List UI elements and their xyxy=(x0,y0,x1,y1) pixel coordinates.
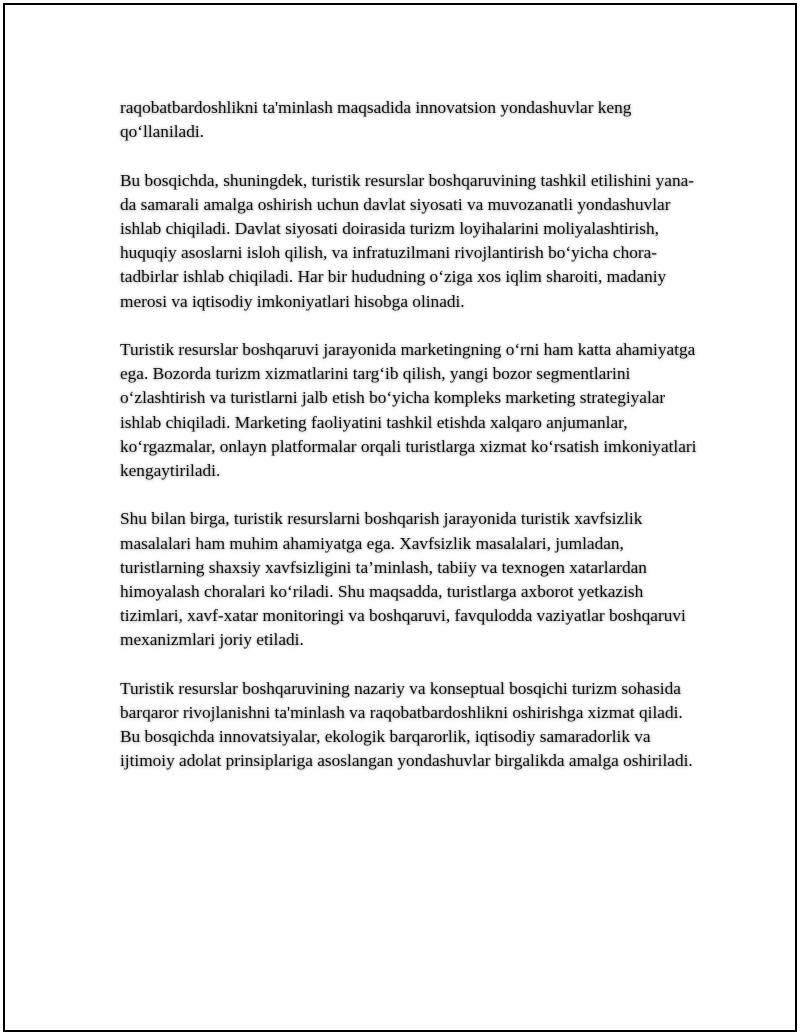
paragraph: raqobatbardoshlikni ta'minlash maqsadida innovatsion yondashuvlar keng qo‘llaniladi. xyxy=(120,98,632,142)
document-body xyxy=(120,96,700,798)
paragraph: Shu bilan birga, turistik resurslarni boshqarish jarayonida turistik xavfsizlik masalalari ham muhim ahamiyatga ega. Xavfsizlik masalalari, jumladan, turistlarning shaxsiy xavfsizligini ta’minlash, tabiiy va texnogen xatarlardan himoyalash choralari ko‘riladi. Shu maqsadda, turistlarga axborot yetkazish tizimlari, xavf-xatar monitoringi va boshqaruvi, favqulodda vaziyatlar boshqaruvi mexanizmlari joriy etiladi. xyxy=(120,509,686,650)
paragraph: Turistik resurslar boshqaruvining nazariy va konseptual bosqichi turizm sohasida barqaror rivojlanishni ta'minlash va raqobatbardoshlikni oshirishga xizmat qiladi. Bu bosqichda innovatsiyalar, ekologik barqarorlik, iqtisodiy samaradorlik va ijtimoiy adolat prinsiplariga asoslangan yondashuvlar birgalikda amalga oshiriladi. xyxy=(120,678,693,771)
paragraph: Turistik resurslar boshqaruvi jarayonida marketingning o‘rni ham katta ahamiyatga ega. Bozorda turizm xizmatlarini targ‘ib qilish, yangi bozor segmentlarini o‘zlashtirish va turistlarni jalb etish bo‘yicha kompleks marketing strategiyalar ishlab chiqiladi. Marketing faoliyatini tashkil etishda xalqaro anjumanlar, ko‘rgazmalar, onlayn platformalar orqali turistlarga xizmat ko‘rsatish imkoniyatlari kengaytiriladi. xyxy=(120,340,697,481)
page-border xyxy=(3,3,797,1032)
paragraph: Bu bosqichda, shuningdek, turistik resurslar boshqaruvining tashkil etilishini yana-da samarali amalga oshirish uchun davlat siyosati va muvozanatli yondashuvlar ishlab chiqiladi. Davlat siyosati doirasida turizm loyihalarini moliyalashtirish, huquqiy asoslarni isloh qilish, va infratuzilmani rivojlantirish bo‘yicha chora-tadbirlar ishlab chiqiladi. Har bir hududning o‘ziga xos iqlim sharoiti, madaniy merosi va iqtisodiy imkoniyatlari hisobga olinadi. xyxy=(120,170,695,311)
